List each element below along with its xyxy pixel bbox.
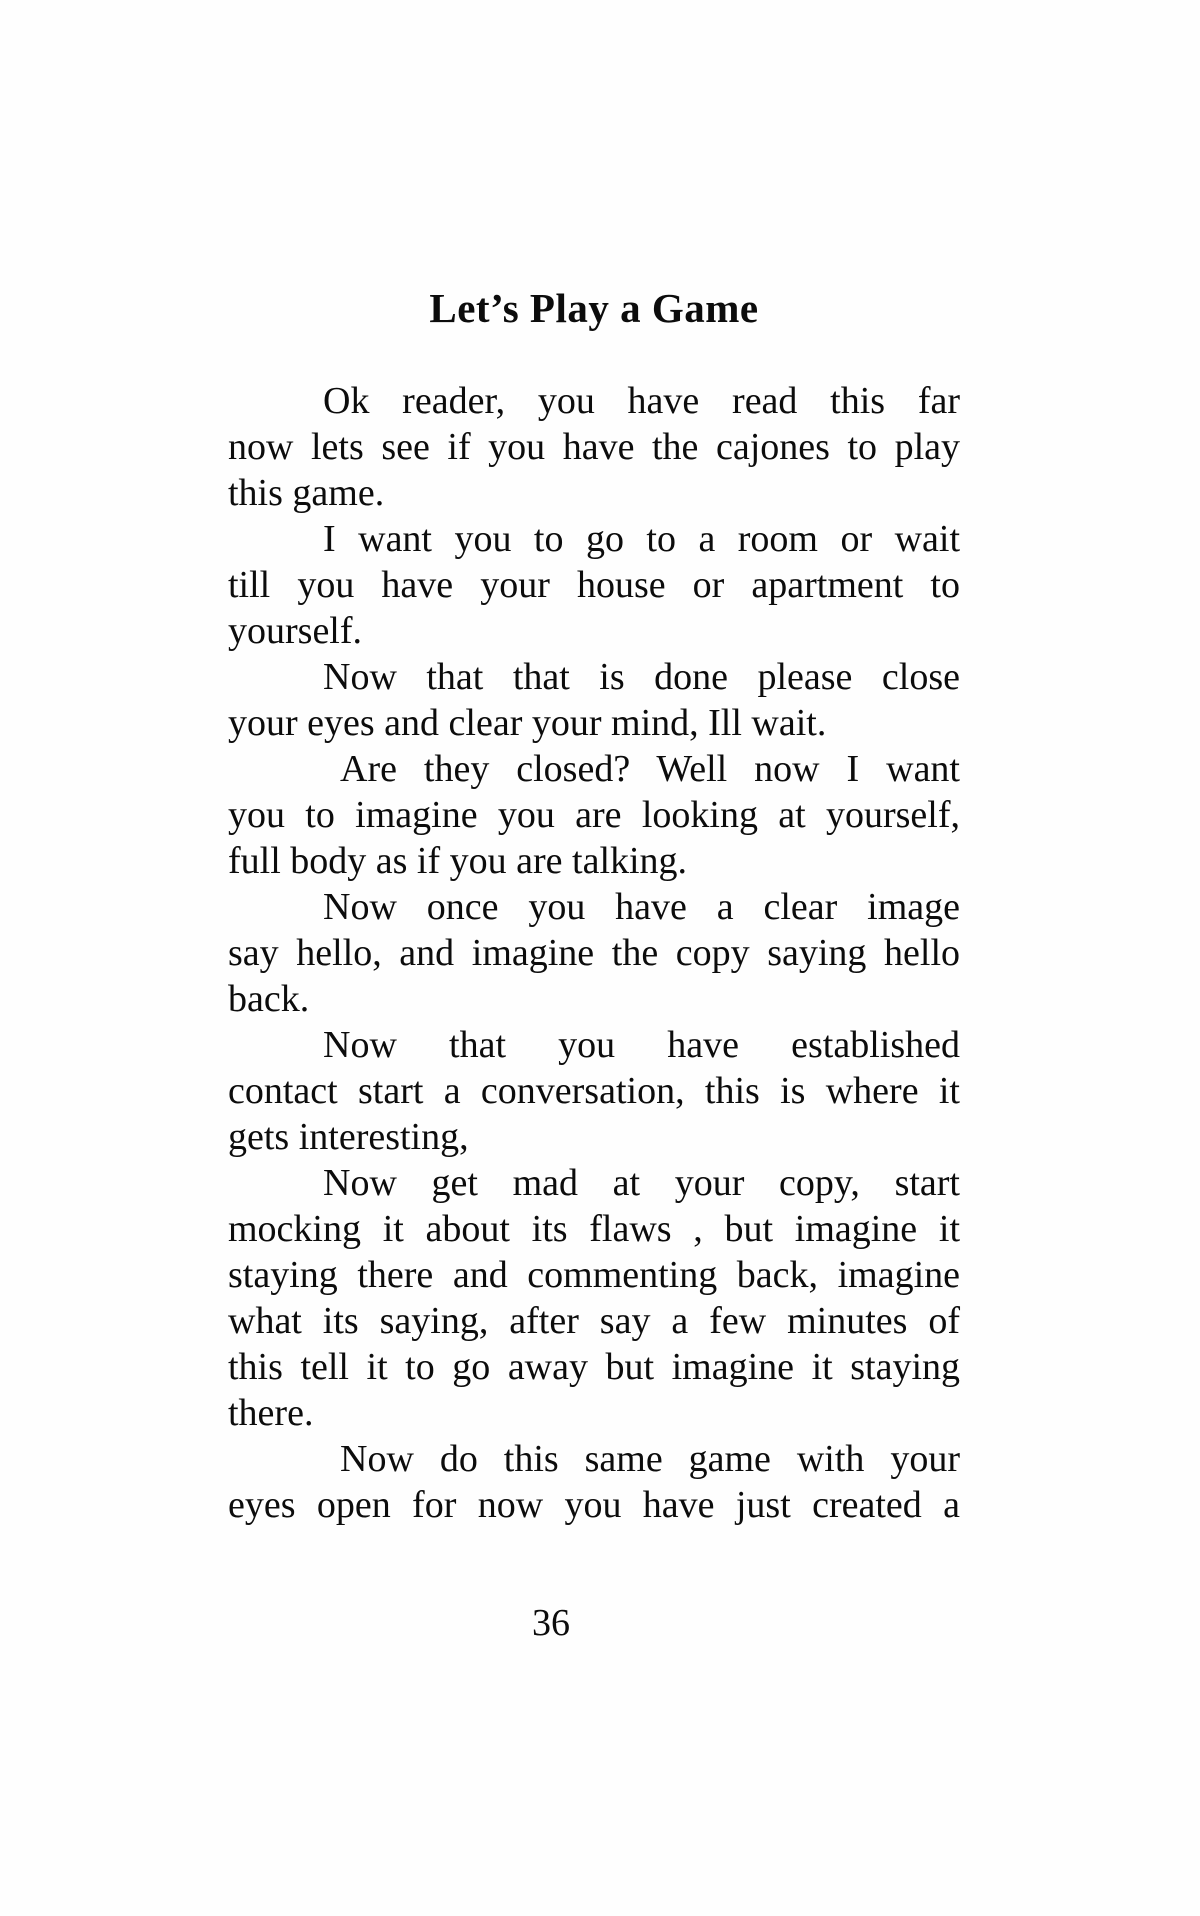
paragraph xyxy=(228,378,960,516)
text-line: mocking it about its flaws , but imagine it xyxy=(228,1208,960,1250)
text-line: contact start a conversation, this is where it xyxy=(228,1070,960,1112)
paragraph xyxy=(228,654,960,746)
text-line: now lets see if you have the cajones to play xyxy=(228,426,960,468)
text-line: full body as if you are talking. xyxy=(228,840,688,882)
paragraph xyxy=(228,746,960,884)
text-line: this game. xyxy=(228,472,385,514)
text-line: staying there and commenting back, imagine xyxy=(228,1254,960,1296)
text-line: you to imagine you are looking at yourself, xyxy=(228,794,960,836)
text-line: Are they closed? Well now I want xyxy=(340,748,960,790)
text-line: Now get mad at your copy, start xyxy=(323,1162,960,1204)
text-line: back. xyxy=(228,978,310,1020)
text-line: there. xyxy=(228,1392,314,1434)
text-column xyxy=(228,283,960,1528)
text-line: eyes open for now you have just created a xyxy=(228,1484,960,1526)
text-line: what its saying, after say a few minutes of xyxy=(228,1300,960,1342)
text-line: gets interesting, xyxy=(228,1116,469,1158)
page-title: Let’s Play a Game xyxy=(429,285,759,331)
page-number: 36 xyxy=(532,1602,570,1644)
text-line: till you have your house or apartment to xyxy=(228,564,960,606)
text-line: Ok reader, you have read this far xyxy=(323,380,960,422)
text-line: say hello, and imagine the copy saying hello xyxy=(228,932,960,974)
paragraph xyxy=(228,1160,960,1436)
text-line: your eyes and clear your mind, Ill wait. xyxy=(228,702,827,744)
text-line: yourself. xyxy=(228,610,363,652)
paragraph xyxy=(228,1436,960,1528)
text-line: Now do this same game with your xyxy=(340,1438,960,1480)
paragraph xyxy=(228,884,960,1022)
text-line: Now that that is done please close xyxy=(323,656,960,698)
text-line: this tell it to go away but imagine it staying xyxy=(228,1346,960,1388)
text-line: I want you to go to a room or wait xyxy=(323,518,960,560)
text-line: Now once you have a clear image xyxy=(323,886,960,928)
page-body xyxy=(228,378,960,1528)
paragraph xyxy=(228,516,960,654)
paragraph xyxy=(228,1022,960,1160)
text-line: Now that you have established xyxy=(323,1024,960,1066)
